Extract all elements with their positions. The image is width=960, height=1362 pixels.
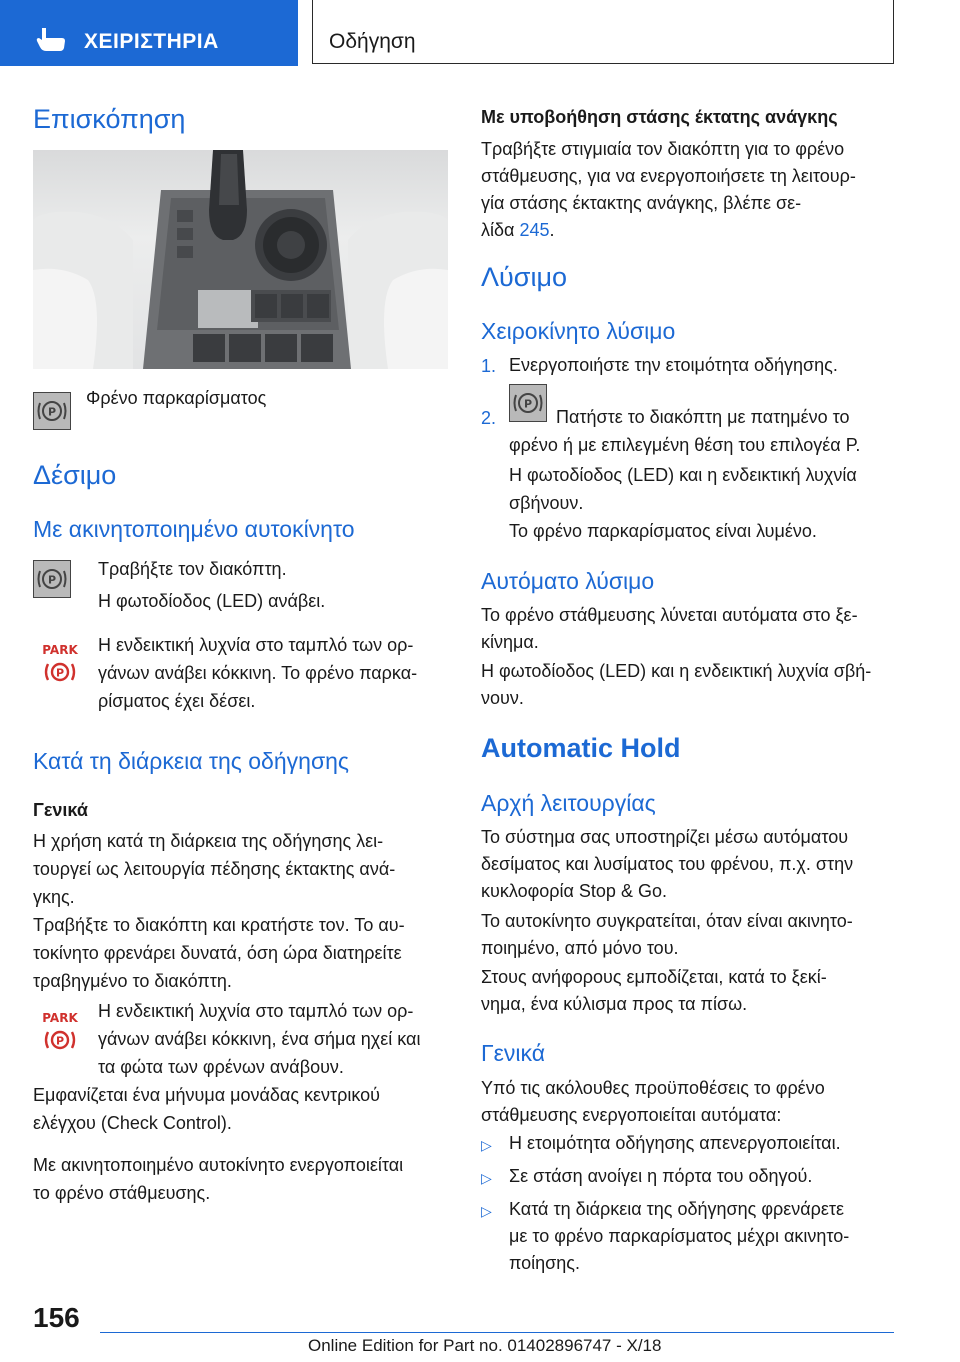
parking-brake-switch-icon	[33, 560, 71, 598]
stationary-heading: Με ακινητοποιημένο αυτοκίνητο	[33, 516, 355, 542]
paragraph: Τραβήξτε τον διακόπτη.	[98, 559, 287, 579]
paragraph: στάθμευσης, για να ενεργοποιήσετε τη λειτουρ-	[481, 166, 856, 186]
paragraph: Το φρένο στάθμευσης λύνεται αυτόματα στο ξε-	[481, 605, 858, 625]
manual-release-heading: Χειροκίνητο λύσιμο	[481, 318, 676, 344]
paragraph: νουν.	[481, 688, 524, 708]
paragraph: δεσίματος και λυσίματος του φρένου, π.χ. στην	[481, 854, 854, 874]
svg-text:P: P	[47, 573, 57, 587]
step-number: 2.	[481, 408, 497, 428]
paragraph: Η ενδεικτική λυχνία στο ταμπλό των ορ-	[98, 635, 414, 655]
paragraph: Η χρήση κατά τη διάρκεια της οδήγησης λει-	[33, 831, 384, 851]
step-text: φρένο ή με επιλεγμένη θέση του επιλογέα P.	[509, 435, 861, 455]
paragraph: Εμφανίζεται ένα μήνυμα μονάδας κεντρικού	[33, 1085, 381, 1105]
list-item: ποίησης.	[509, 1253, 580, 1273]
bullet-triangle: ▷	[481, 1137, 492, 1153]
paragraph: Τραβήξτε στιγμιαία τον διακόπτη για το φρένο	[481, 139, 845, 159]
driving-heading: Κατά τη διάρκεια της οδήγησης	[33, 748, 350, 774]
paragraph: γία στάσης έκτακτης ανάγκης, βλέπε σε-	[481, 193, 802, 213]
step-text: Πατήστε το διακόπτη με πατημένο το	[556, 407, 850, 427]
paragraph: γάνων ανάβει κόκκινη, ένα σήμα ηχεί και	[98, 1029, 421, 1049]
general-heading-2: Γενικά	[481, 1040, 546, 1066]
park-warning-icon	[38, 1008, 82, 1056]
paragraph	[481, 217, 555, 244]
paragraph: στάθμευσης ενεργοποιείται αυτόματα:	[481, 1105, 782, 1125]
release-heading: Λύσιμο	[481, 262, 568, 292]
section-tab[interactable]	[0, 0, 298, 66]
section-tab-label: ΧΕΙΡΙΣΤΗΡΙΑ	[84, 30, 219, 53]
step-text: Ενεργοποιήστε την ετοιμότητα οδήγησης.	[509, 355, 838, 375]
paragraph: Στους ανήφορους εμποδίζεται, κατά το ξεκί-	[481, 967, 827, 987]
parking-brake-switch-icon	[509, 384, 547, 422]
list-item: Κατά τη διάρκεια της οδήγησης φρενάρετε	[509, 1199, 845, 1219]
svg-text:P: P	[55, 1034, 65, 1048]
list-item: με το φρένο παρκαρίσματος μέχρι ακινητο-	[509, 1226, 850, 1246]
svg-text:P: P	[523, 397, 533, 411]
svg-text:P: P	[47, 405, 57, 419]
assist-heading: Με υποβοήθηση στάσης έκτατης ανάγκης	[481, 107, 838, 127]
list-item: Η ετοιμότητα οδήγησης απενεργοποιείται.	[509, 1133, 841, 1153]
overview-heading: Επισκόπηση	[33, 104, 186, 134]
chapter-title: Οδήγηση	[329, 30, 416, 53]
step-text: Η φωτοδίοδος (LED) και η ενδεικτική λυχνία	[509, 465, 857, 485]
footer-divider	[100, 1332, 894, 1333]
paragraph: γάνων ανάβει κόκκινη. Το φρένο παρκα-	[98, 663, 418, 683]
bullet-triangle: ▷	[481, 1203, 492, 1219]
paragraph: ελέγχου (Check Control).	[33, 1113, 232, 1133]
paragraph: τουργεί ως λειτουργία πέδησης έκτακτης ανά-	[33, 859, 396, 879]
step-text: Το φρένο παρκαρίσματος είναι λυμένο.	[509, 521, 817, 541]
step-number: 1.	[481, 356, 497, 376]
paragraph: Με ακινητοποιημένο αυτοκίνητο ενεργοποιείται	[33, 1155, 404, 1175]
principle-heading: Αρχή λειτουργίας	[481, 790, 656, 816]
paragraph: Το σύστημα σας υποστηρίζει μέσω αυτόματου	[481, 827, 849, 847]
paragraph: Η φωτοδίοδος (LED) ανάβει.	[98, 591, 326, 611]
console-photo	[33, 150, 448, 369]
paragraph: κυκλοφορία Stop & Go.	[481, 881, 667, 901]
paragraph: τραβηγμένο το διακόπτη.	[33, 971, 232, 991]
svg-text:P: P	[55, 666, 65, 680]
page-link[interactable]: 245	[519, 220, 550, 240]
text: λίδα	[481, 220, 520, 240]
paragraph: το φρένο στάθμευσης.	[33, 1183, 211, 1203]
paragraph: νημα, ένα κύλισμα προς τα πίσω.	[481, 994, 748, 1014]
edition-footer: Online Edition for Part no. 01402896747 - X/18	[308, 1336, 662, 1355]
paragraph: Υπό τις ακόλουθες προϋποθέσεις το φρένο	[481, 1078, 825, 1098]
step-text: σβήνουν.	[509, 493, 584, 513]
paragraph: ποιημένο, από μόνο του.	[481, 938, 679, 958]
automatic-hold-heading: Automatic Hold	[481, 733, 681, 763]
list-item: Σε στάση ανοίγει η πόρτα του οδηγού.	[509, 1166, 813, 1186]
page-number: 156	[33, 1302, 80, 1333]
paragraph: γκης.	[33, 887, 75, 907]
svg-text:PARK: PARK	[42, 643, 78, 657]
auto-release-heading: Αυτόματο λύσιμο	[481, 568, 655, 594]
engage-heading: Δέσιμο	[33, 460, 117, 490]
paragraph: Τραβήξτε το διακόπτη και κρατήστε τον. Το αυ-	[33, 915, 405, 935]
photo-caption: Φρένο παρκαρίσματος	[86, 388, 267, 408]
park-warning-icon	[38, 640, 82, 688]
paragraph: Η φωτοδίοδος (LED) και η ενδεικτική λυχνία σβή-	[481, 661, 872, 681]
paragraph: τοκίνητο φρενάρει δυνατά, όση ώρα διατηρείτε	[33, 943, 402, 963]
paragraph: Η ενδεικτική λυχνία στο ταμπλό των ορ-	[98, 1001, 414, 1021]
bullet-triangle: ▷	[481, 1170, 492, 1186]
paragraph: κίνημα.	[481, 632, 539, 652]
paragraph: Το αυτοκίνητο συγκρατείται, όταν είναι ακινητο-	[481, 911, 853, 931]
chapter-header	[312, 0, 894, 64]
general-heading: Γενικά	[33, 800, 88, 820]
paragraph: τα φώτα των φρένων ανάβουν.	[98, 1057, 344, 1077]
text: .	[549, 220, 555, 240]
hand-pointer-icon	[36, 26, 66, 52]
center-console-illustration	[33, 150, 448, 369]
svg-text:PARK: PARK	[42, 1011, 78, 1025]
paragraph: ρίσματος έχει δέσει.	[98, 691, 256, 711]
parking-brake-switch-icon	[33, 392, 71, 430]
